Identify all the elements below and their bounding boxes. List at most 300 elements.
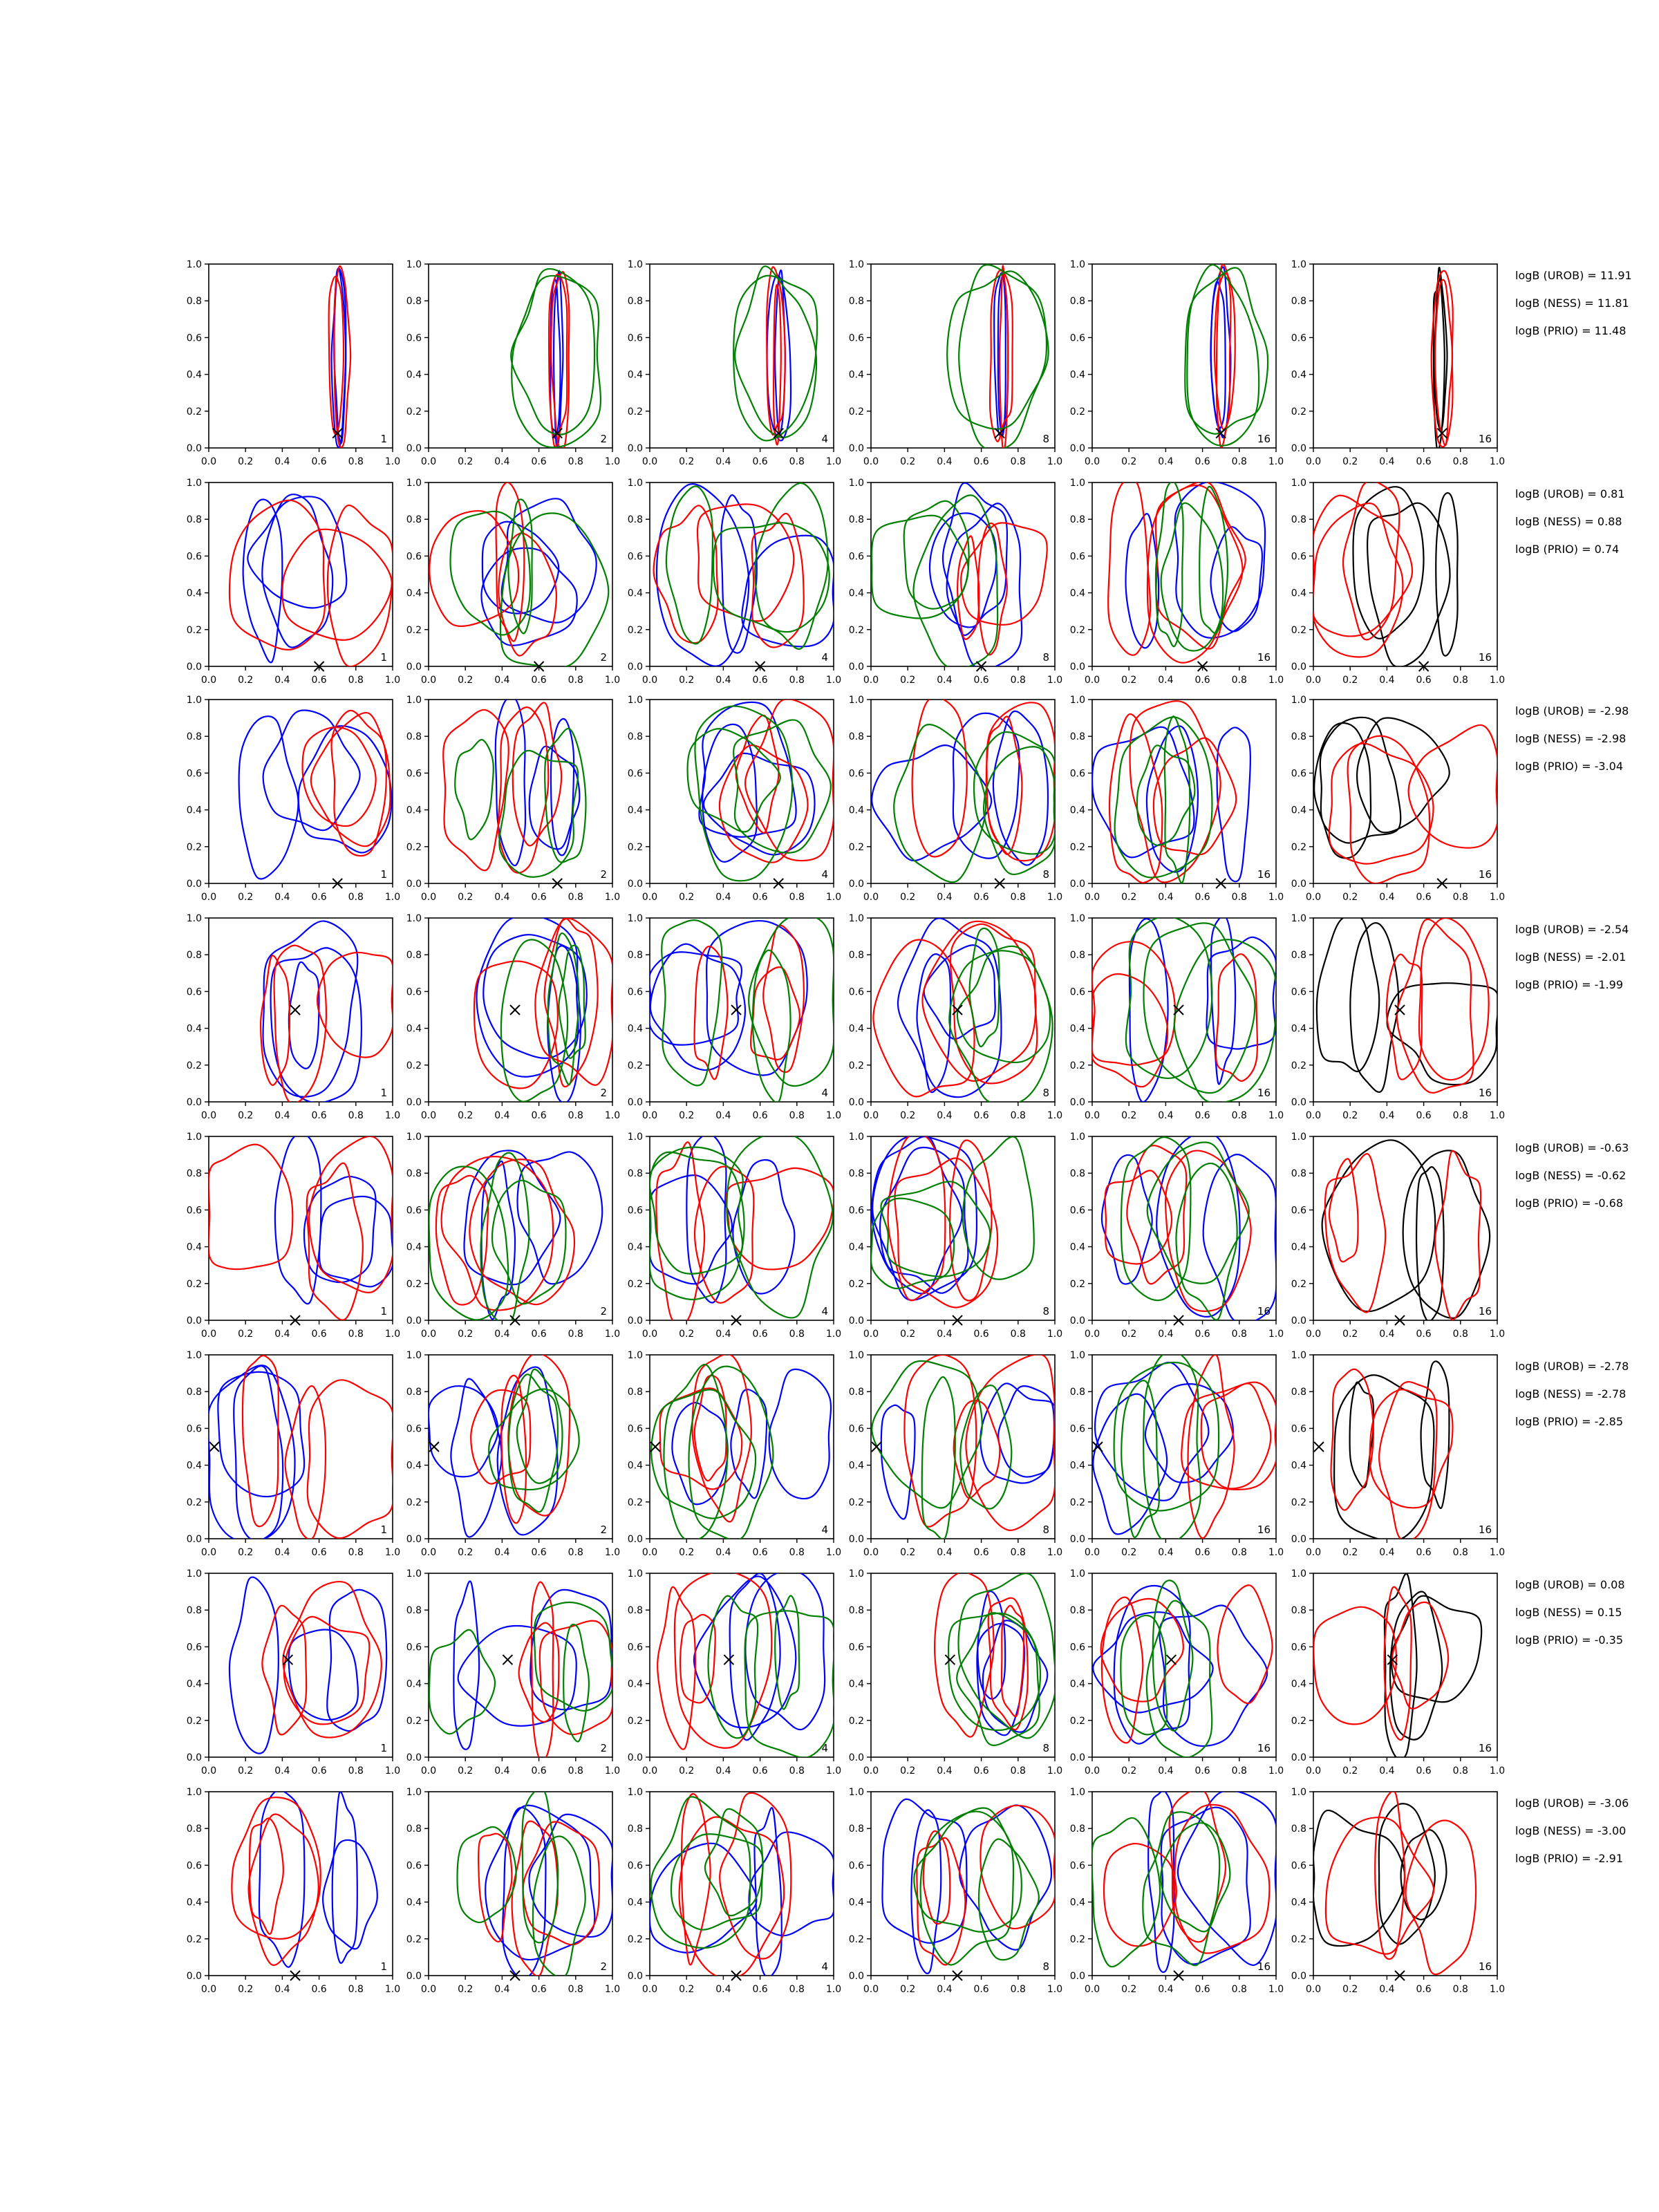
logb-prio-text: logB (PRIO) = -3.04 bbox=[1515, 760, 1623, 773]
x-tick-label: 0.4 bbox=[1379, 1547, 1395, 1558]
x-tick-label: 0.0 bbox=[641, 456, 658, 467]
y-tick-label: 0.2 bbox=[627, 1933, 643, 1945]
logb-ness-text: logB (NESS) = -2.01 bbox=[1515, 950, 1627, 964]
x-tick-label: 1.0 bbox=[604, 1329, 621, 1340]
y-tick-label: 1.0 bbox=[627, 913, 643, 924]
y-tick-label: 0.0 bbox=[406, 1971, 422, 1982]
x-tick-label: 0.6 bbox=[1416, 675, 1432, 686]
y-tick-label: 0.4 bbox=[1069, 1241, 1085, 1253]
x-tick-label: 0.0 bbox=[1305, 1765, 1322, 1777]
corner-label: 16 bbox=[1478, 1742, 1492, 1754]
x-tick-label: 0.0 bbox=[420, 675, 437, 686]
x-tick-label: 1.0 bbox=[1047, 1329, 1063, 1340]
y-tick-label: 0.4 bbox=[627, 1241, 643, 1253]
y-tick-label: 0.8 bbox=[848, 950, 864, 962]
y-tick-label: 0.4 bbox=[627, 588, 643, 599]
y-tick-label: 1.0 bbox=[848, 695, 864, 706]
y-tick-label: 0.6 bbox=[186, 1860, 202, 1872]
y-tick-label: 0.6 bbox=[1069, 1423, 1085, 1435]
subplot-r3-c3 bbox=[628, 695, 841, 903]
x-tick-label: 0.2 bbox=[1342, 1329, 1358, 1340]
corner-label: 16 bbox=[1257, 1087, 1271, 1099]
axes-frame bbox=[209, 1792, 393, 1976]
y-tick-label: 0.6 bbox=[627, 768, 643, 780]
y-tick-label: 1.0 bbox=[848, 1350, 864, 1361]
y-tick-label: 0.4 bbox=[1069, 1678, 1085, 1690]
x-tick-label: 0.2 bbox=[1342, 456, 1358, 467]
x-tick-label: 0.8 bbox=[1231, 892, 1247, 903]
x-tick-label: 1.0 bbox=[604, 1110, 621, 1121]
corner-label: 1 bbox=[380, 1742, 387, 1754]
y-tick-label: 1.0 bbox=[1069, 913, 1085, 924]
corner-label: 8 bbox=[1042, 1960, 1049, 1973]
logb-urob-text: logB (UROB) = 0.81 bbox=[1515, 487, 1625, 500]
x-tick-label: 0.2 bbox=[1342, 1547, 1358, 1558]
logb-ness-text: logB (NESS) = 0.88 bbox=[1515, 515, 1622, 528]
x-tick-label: 0.2 bbox=[900, 1329, 916, 1340]
y-tick-label: 0.0 bbox=[1291, 879, 1306, 890]
corner-label: 2 bbox=[600, 651, 607, 664]
corner-label: 4 bbox=[821, 1087, 828, 1099]
y-tick-label: 0.6 bbox=[1069, 1642, 1085, 1653]
y-tick-label: 0.8 bbox=[627, 1605, 643, 1617]
y-tick-label: 0.2 bbox=[848, 406, 864, 418]
y-tick-label: 0.8 bbox=[848, 1824, 864, 1835]
x-tick-label: 0.6 bbox=[1416, 892, 1432, 903]
x-tick-label: 0.0 bbox=[641, 1547, 658, 1558]
y-tick-label: 0.4 bbox=[627, 369, 643, 381]
y-tick-label: 0.6 bbox=[406, 551, 422, 563]
y-tick-label: 0.8 bbox=[186, 1605, 202, 1617]
x-tick-label: 0.8 bbox=[1010, 1765, 1026, 1777]
y-tick-label: 0.6 bbox=[1069, 551, 1085, 563]
x-tick-label: 0.2 bbox=[1342, 675, 1358, 686]
x-tick-label: 0.4 bbox=[1158, 456, 1174, 467]
subplot-r2-c1 bbox=[187, 478, 400, 686]
subplot-r3-c1 bbox=[187, 695, 400, 903]
y-tick-label: 0.0 bbox=[848, 1315, 864, 1327]
y-tick-label: 0.8 bbox=[1069, 1824, 1085, 1835]
y-tick-label: 0.8 bbox=[406, 1168, 422, 1180]
axes-frame bbox=[871, 1136, 1055, 1320]
x-tick-label: 0.2 bbox=[1121, 456, 1137, 467]
y-tick-label: 0.2 bbox=[186, 1715, 202, 1727]
y-tick-label: 0.6 bbox=[1069, 986, 1085, 998]
x-tick-label: 0.0 bbox=[1084, 456, 1100, 467]
corner-label: 1 bbox=[380, 1087, 387, 1099]
y-tick-label: 0.6 bbox=[627, 1423, 643, 1435]
x-tick-label: 0.0 bbox=[641, 1984, 658, 1995]
x-tick-label: 0.4 bbox=[937, 892, 953, 903]
y-tick-label: 1.0 bbox=[1291, 1568, 1306, 1580]
y-tick-label: 0.2 bbox=[627, 1715, 643, 1727]
y-tick-label: 0.6 bbox=[1291, 1205, 1306, 1217]
y-tick-label: 0.8 bbox=[848, 514, 864, 526]
x-tick-label: 1.0 bbox=[1268, 1765, 1284, 1777]
x-tick-label: 0.2 bbox=[238, 1984, 254, 1995]
x-tick-label: 0.0 bbox=[1084, 1765, 1100, 1777]
y-tick-label: 1.0 bbox=[627, 1787, 643, 1798]
y-tick-label: 0.4 bbox=[1291, 1241, 1306, 1253]
y-tick-label: 0.8 bbox=[406, 1387, 422, 1398]
y-tick-label: 1.0 bbox=[1069, 259, 1085, 270]
x-tick-label: 0.4 bbox=[937, 1329, 953, 1340]
x-tick-label: 0.6 bbox=[973, 892, 989, 903]
y-tick-label: 0.2 bbox=[406, 406, 422, 418]
y-tick-label: 0.4 bbox=[627, 1678, 643, 1690]
x-tick-label: 0.8 bbox=[568, 1984, 583, 1995]
y-tick-label: 0.2 bbox=[406, 1933, 422, 1945]
logb-urob-text: logB (UROB) = 11.91 bbox=[1515, 269, 1632, 282]
y-tick-label: 0.4 bbox=[186, 1023, 202, 1035]
y-tick-label: 0.8 bbox=[1291, 1605, 1306, 1617]
y-tick-label: 0.8 bbox=[848, 1168, 864, 1180]
y-tick-label: 0.2 bbox=[1291, 406, 1306, 418]
y-tick-label: 0.0 bbox=[186, 1752, 202, 1763]
x-tick-label: 0.8 bbox=[789, 892, 805, 903]
y-tick-label: 0.8 bbox=[1069, 731, 1085, 743]
x-tick-label: 1.0 bbox=[1047, 675, 1063, 686]
axes-frame bbox=[209, 918, 393, 1102]
x-tick-label: 0.2 bbox=[679, 456, 695, 467]
corner-label: 1 bbox=[380, 651, 387, 664]
x-tick-label: 0.6 bbox=[1416, 1765, 1432, 1777]
subplot-r3-c6 bbox=[1291, 695, 1505, 903]
subplot-r7-c1 bbox=[187, 1568, 400, 1777]
y-tick-label: 1.0 bbox=[627, 1350, 643, 1361]
y-tick-label: 0.6 bbox=[1291, 1423, 1306, 1435]
x-tick-label: 0.2 bbox=[679, 675, 695, 686]
corner-label: 2 bbox=[600, 1087, 607, 1099]
y-tick-label: 0.8 bbox=[848, 1605, 864, 1617]
y-tick-label: 0.0 bbox=[1069, 1534, 1085, 1545]
x-tick-label: 0.4 bbox=[1379, 1329, 1395, 1340]
y-tick-label: 0.4 bbox=[406, 1678, 422, 1690]
corner-label: 16 bbox=[1478, 1305, 1492, 1318]
y-tick-label: 0.6 bbox=[1069, 1860, 1085, 1872]
y-tick-label: 1.0 bbox=[1291, 913, 1306, 924]
corner-label: 8 bbox=[1042, 1305, 1049, 1318]
y-tick-label: 0.2 bbox=[1069, 1933, 1085, 1945]
corner-label: 16 bbox=[1257, 433, 1271, 445]
x-tick-label: 0.4 bbox=[715, 1984, 731, 1995]
y-tick-label: 0.4 bbox=[1069, 369, 1085, 381]
x-tick-label: 0.2 bbox=[1121, 1547, 1137, 1558]
x-tick-label: 0.6 bbox=[973, 456, 989, 467]
x-tick-label: 0.4 bbox=[1379, 456, 1395, 467]
x-tick-label: 1.0 bbox=[1047, 1110, 1063, 1121]
x-tick-label: 0.8 bbox=[568, 1110, 583, 1121]
x-tick-label: 1.0 bbox=[384, 1110, 401, 1121]
corner-label: 16 bbox=[1478, 651, 1492, 664]
x-tick-label: 0.0 bbox=[1084, 1547, 1100, 1558]
x-tick-label: 0.4 bbox=[1379, 892, 1395, 903]
logb-ness-text: logB (NESS) = -2.78 bbox=[1515, 1387, 1627, 1400]
y-tick-label: 0.8 bbox=[848, 1387, 864, 1398]
logb-ness-text: logB (NESS) = 0.15 bbox=[1515, 1606, 1622, 1619]
y-tick-label: 0.2 bbox=[1069, 1278, 1085, 1290]
x-tick-label: 0.4 bbox=[715, 1547, 731, 1558]
axes-frame bbox=[1313, 1136, 1497, 1320]
x-tick-label: 0.8 bbox=[348, 1984, 364, 1995]
x-tick-label: 1.0 bbox=[384, 675, 401, 686]
y-tick-label: 0.4 bbox=[1069, 588, 1085, 599]
y-tick-label: 1.0 bbox=[848, 1787, 864, 1798]
y-tick-label: 0.6 bbox=[406, 768, 422, 780]
y-tick-label: 0.4 bbox=[627, 1023, 643, 1035]
x-tick-label: 0.0 bbox=[200, 1765, 217, 1777]
y-tick-label: 0.8 bbox=[1069, 950, 1085, 962]
y-tick-label: 0.2 bbox=[406, 1497, 422, 1508]
y-tick-label: 0.8 bbox=[1291, 950, 1306, 962]
subplot-r6-c5 bbox=[1070, 1350, 1284, 1558]
y-tick-label: 0.0 bbox=[848, 1752, 864, 1763]
x-tick-label: 0.0 bbox=[420, 456, 437, 467]
y-tick-label: 0.6 bbox=[1291, 1860, 1306, 1872]
corner-label: 16 bbox=[1478, 868, 1492, 881]
x-tick-label: 0.2 bbox=[458, 1765, 474, 1777]
y-tick-label: 0.6 bbox=[406, 1423, 422, 1435]
corner-label: 4 bbox=[821, 868, 828, 881]
x-tick-label: 0.8 bbox=[1452, 1329, 1468, 1340]
y-tick-label: 0.8 bbox=[186, 950, 202, 962]
subplot-r2-c3 bbox=[628, 478, 841, 686]
y-tick-label: 0.6 bbox=[627, 986, 643, 998]
x-tick-label: 0.6 bbox=[973, 1329, 989, 1340]
x-tick-label: 0.4 bbox=[937, 675, 953, 686]
x-tick-label: 0.0 bbox=[863, 1547, 879, 1558]
y-tick-label: 0.6 bbox=[406, 1642, 422, 1653]
x-tick-label: 0.8 bbox=[789, 675, 805, 686]
y-tick-label: 0.0 bbox=[186, 1534, 202, 1545]
y-tick-label: 0.2 bbox=[186, 624, 202, 636]
y-tick-label: 0.6 bbox=[1069, 1205, 1085, 1217]
x-tick-label: 0.4 bbox=[1158, 1329, 1174, 1340]
x-tick-label: 0.2 bbox=[679, 1765, 695, 1777]
x-tick-label: 0.0 bbox=[641, 1329, 658, 1340]
y-tick-label: 0.2 bbox=[1069, 1715, 1085, 1727]
y-tick-label: 1.0 bbox=[1069, 1132, 1085, 1143]
x-tick-label: 0.2 bbox=[1342, 1984, 1358, 1995]
x-tick-label: 0.4 bbox=[1158, 1984, 1174, 1995]
x-tick-label: 0.6 bbox=[311, 1329, 327, 1340]
y-tick-label: 0.6 bbox=[1291, 768, 1306, 780]
subplot-r6-c1 bbox=[187, 1350, 400, 1558]
x-tick-label: 1.0 bbox=[1489, 892, 1506, 903]
y-tick-label: 0.2 bbox=[848, 841, 864, 853]
x-tick-label: 1.0 bbox=[1268, 456, 1284, 467]
x-tick-label: 0.0 bbox=[1305, 892, 1322, 903]
y-tick-label: 0.0 bbox=[1291, 1097, 1306, 1108]
x-tick-label: 0.8 bbox=[568, 456, 583, 467]
subplot-r8-c3 bbox=[628, 1787, 841, 1995]
y-tick-label: 0.6 bbox=[627, 1642, 643, 1653]
x-tick-label: 0.0 bbox=[1084, 1984, 1100, 1995]
y-tick-label: 0.0 bbox=[406, 1097, 422, 1108]
y-tick-label: 1.0 bbox=[1291, 1132, 1306, 1143]
x-tick-label: 0.8 bbox=[1010, 1547, 1026, 1558]
x-tick-label: 0.8 bbox=[1231, 675, 1247, 686]
x-tick-label: 0.0 bbox=[420, 1329, 437, 1340]
x-tick-label: 1.0 bbox=[1489, 1547, 1506, 1558]
x-tick-label: 0.4 bbox=[274, 892, 290, 903]
y-tick-label: 0.0 bbox=[1069, 1752, 1085, 1763]
x-tick-label: 0.0 bbox=[1305, 456, 1322, 467]
x-tick-label: 0.6 bbox=[1416, 456, 1432, 467]
x-tick-label: 0.4 bbox=[1158, 1110, 1174, 1121]
y-tick-label: 0.4 bbox=[848, 369, 864, 381]
x-tick-label: 1.0 bbox=[384, 1765, 401, 1777]
y-tick-label: 0.4 bbox=[627, 1460, 643, 1472]
x-tick-label: 0.0 bbox=[1084, 675, 1100, 686]
y-tick-label: 0.8 bbox=[627, 731, 643, 743]
x-tick-label: 0.8 bbox=[789, 1329, 805, 1340]
logb-ness-text: logB (NESS) = -3.00 bbox=[1515, 1824, 1627, 1837]
y-tick-label: 0.8 bbox=[627, 514, 643, 526]
y-tick-label: 0.4 bbox=[406, 1460, 422, 1472]
subplot-r6-c2 bbox=[406, 1350, 620, 1558]
x-tick-label: 0.6 bbox=[752, 1329, 768, 1340]
corner-label: 16 bbox=[1257, 1960, 1271, 1973]
y-tick-label: 0.0 bbox=[1291, 1534, 1306, 1545]
corner-label: 8 bbox=[1042, 868, 1049, 881]
y-tick-label: 0.8 bbox=[848, 731, 864, 743]
y-tick-label: 0.4 bbox=[406, 1241, 422, 1253]
y-tick-label: 0.2 bbox=[848, 1497, 864, 1508]
x-tick-label: 0.4 bbox=[715, 1329, 731, 1340]
y-tick-label: 0.6 bbox=[406, 986, 422, 998]
subplot-r4-c2 bbox=[406, 913, 620, 1121]
y-tick-label: 1.0 bbox=[1069, 1350, 1085, 1361]
y-tick-label: 0.0 bbox=[1291, 662, 1306, 673]
x-tick-label: 0.8 bbox=[1010, 675, 1026, 686]
y-tick-label: 1.0 bbox=[1291, 1787, 1306, 1798]
y-tick-label: 0.4 bbox=[1291, 1023, 1306, 1035]
x-tick-label: 0.4 bbox=[494, 892, 510, 903]
corner-label: 8 bbox=[1042, 1742, 1049, 1754]
y-tick-label: 0.4 bbox=[1069, 1897, 1085, 1909]
logb-ness-text: logB (NESS) = -0.62 bbox=[1515, 1169, 1627, 1182]
y-tick-label: 0.8 bbox=[848, 296, 864, 308]
subplot-r6-c4 bbox=[849, 1350, 1062, 1558]
y-tick-label: 0.0 bbox=[186, 879, 202, 890]
x-tick-label: 0.8 bbox=[1452, 892, 1468, 903]
y-tick-label: 1.0 bbox=[406, 478, 422, 489]
y-tick-label: 0.2 bbox=[186, 1497, 202, 1508]
y-tick-label: 0.6 bbox=[627, 1205, 643, 1217]
x-tick-label: 0.4 bbox=[1379, 1110, 1395, 1121]
x-tick-label: 1.0 bbox=[1047, 892, 1063, 903]
y-tick-label: 0.0 bbox=[186, 1971, 202, 1982]
y-tick-label: 0.6 bbox=[848, 986, 864, 998]
x-tick-label: 0.2 bbox=[679, 1984, 695, 1995]
y-tick-label: 0.0 bbox=[627, 879, 643, 890]
x-tick-label: 0.6 bbox=[752, 675, 768, 686]
x-tick-label: 0.0 bbox=[200, 675, 217, 686]
y-tick-label: 0.2 bbox=[186, 1278, 202, 1290]
subplot-r4-c6 bbox=[1291, 913, 1505, 1121]
y-tick-label: 1.0 bbox=[186, 695, 202, 706]
x-tick-label: 1.0 bbox=[604, 892, 621, 903]
x-tick-label: 0.4 bbox=[1158, 892, 1174, 903]
corner-label: 4 bbox=[821, 1524, 828, 1536]
y-tick-label: 0.0 bbox=[1069, 1315, 1085, 1327]
y-tick-label: 0.0 bbox=[406, 443, 422, 454]
x-tick-label: 1.0 bbox=[825, 1329, 842, 1340]
y-tick-label: 0.2 bbox=[406, 1278, 422, 1290]
y-tick-label: 0.6 bbox=[186, 986, 202, 998]
x-tick-label: 0.8 bbox=[789, 1110, 805, 1121]
x-tick-label: 1.0 bbox=[1268, 1984, 1284, 1995]
x-tick-label: 0.0 bbox=[641, 1110, 658, 1121]
x-tick-label: 0.6 bbox=[1194, 892, 1210, 903]
y-tick-label: 0.4 bbox=[1291, 805, 1306, 816]
x-tick-label: 0.2 bbox=[1121, 1329, 1137, 1340]
subplot-r5-c2 bbox=[406, 1132, 620, 1340]
corner-label: 16 bbox=[1257, 651, 1271, 664]
x-tick-label: 0.6 bbox=[311, 1765, 327, 1777]
x-tick-label: 0.0 bbox=[1305, 1984, 1322, 1995]
y-tick-label: 0.4 bbox=[186, 588, 202, 599]
x-tick-label: 0.6 bbox=[531, 1329, 547, 1340]
x-tick-label: 0.4 bbox=[937, 1765, 953, 1777]
x-tick-label: 0.0 bbox=[1084, 1329, 1100, 1340]
x-tick-label: 0.2 bbox=[458, 675, 474, 686]
axes-frame bbox=[650, 482, 834, 666]
y-tick-label: 0.8 bbox=[627, 950, 643, 962]
x-tick-label: 0.2 bbox=[1121, 892, 1137, 903]
x-tick-label: 0.0 bbox=[1305, 1547, 1322, 1558]
corner-label: 16 bbox=[1478, 433, 1492, 445]
x-tick-label: 0.4 bbox=[1158, 1765, 1174, 1777]
y-tick-label: 1.0 bbox=[406, 695, 422, 706]
y-tick-label: 1.0 bbox=[406, 1787, 422, 1798]
x-tick-label: 0.0 bbox=[200, 892, 217, 903]
y-tick-label: 0.2 bbox=[1069, 1060, 1085, 1071]
corner-label: 16 bbox=[1257, 868, 1271, 881]
x-tick-label: 0.0 bbox=[420, 1765, 437, 1777]
subplot-r3-c5 bbox=[1070, 695, 1284, 903]
y-tick-label: 0.0 bbox=[1291, 1315, 1306, 1327]
x-tick-label: 0.2 bbox=[900, 456, 916, 467]
x-tick-label: 0.6 bbox=[531, 456, 547, 467]
corner-label: 16 bbox=[1257, 1305, 1271, 1318]
logb-prio-text: logB (PRIO) = 11.48 bbox=[1515, 324, 1627, 337]
x-tick-label: 1.0 bbox=[604, 1547, 621, 1558]
x-tick-label: 1.0 bbox=[825, 1984, 842, 1995]
x-tick-label: 0.0 bbox=[641, 675, 658, 686]
subplot-r5-c6 bbox=[1291, 1132, 1505, 1340]
x-tick-label: 0.2 bbox=[238, 456, 254, 467]
x-tick-label: 0.6 bbox=[1194, 675, 1210, 686]
x-tick-label: 0.0 bbox=[420, 892, 437, 903]
x-tick-label: 0.2 bbox=[1121, 1765, 1137, 1777]
x-tick-label: 0.6 bbox=[752, 1984, 768, 1995]
y-tick-label: 0.0 bbox=[848, 879, 864, 890]
logb-urob-text: logB (UROB) = -2.98 bbox=[1515, 704, 1629, 718]
x-tick-label: 0.8 bbox=[1010, 1984, 1026, 1995]
logb-urob-text: logB (UROB) = -0.63 bbox=[1515, 1141, 1629, 1154]
x-tick-label: 0.8 bbox=[1452, 1984, 1468, 1995]
y-tick-label: 0.8 bbox=[1069, 514, 1085, 526]
y-tick-label: 0.2 bbox=[848, 1060, 864, 1071]
x-tick-label: 1.0 bbox=[1047, 1547, 1063, 1558]
x-tick-label: 0.0 bbox=[1305, 1110, 1322, 1121]
x-tick-label: 0.4 bbox=[274, 1547, 290, 1558]
subplot-r6-c3 bbox=[628, 1350, 841, 1558]
y-tick-label: 0.6 bbox=[848, 1423, 864, 1435]
x-tick-label: 0.8 bbox=[1452, 675, 1468, 686]
